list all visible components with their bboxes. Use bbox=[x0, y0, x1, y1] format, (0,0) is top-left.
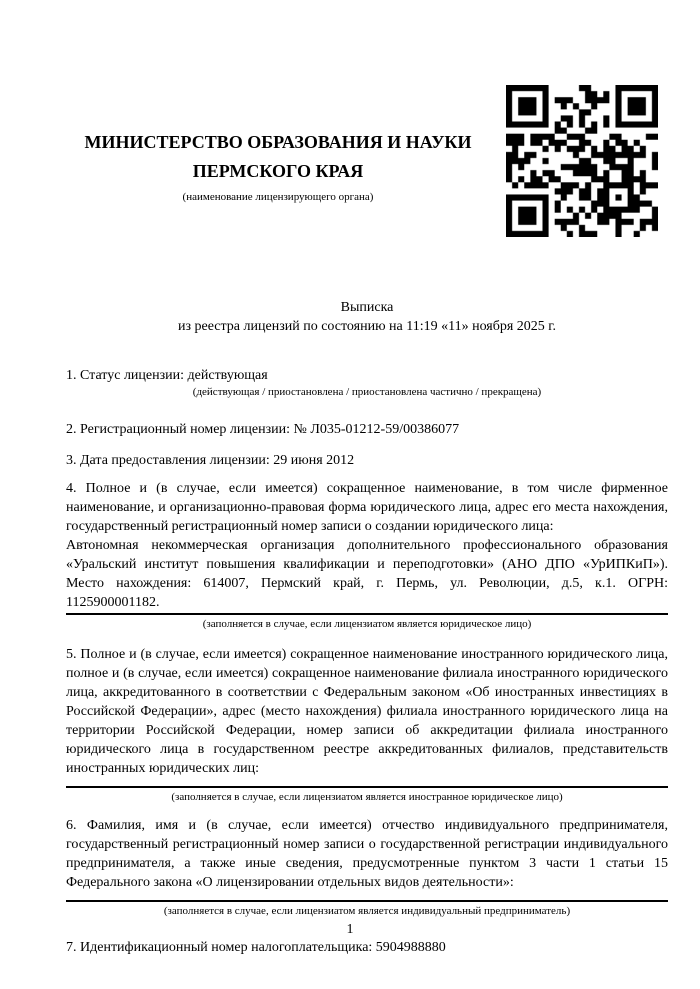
ministry-name-caption: (наименование лицензирующего органа) bbox=[182, 191, 374, 203]
item-legal-entity bbox=[66, 479, 668, 631]
legal-entity-underline bbox=[66, 613, 668, 615]
foreign-entity-label: 5. Полное и (в случае, если имеется) сокращенное наименование иностранного юридического лица, полное и (в случае, если имеется) сокращенное наименование филиала иностранного юридического лица, аккредитованного в соответствии с Федеральным законом «Об иностранных инвестициях в Российской Федерации», адрес (место нахождения) филиала иностранного юридического лица на территории Российской Федерации, номер записи об аккредитации филиала иностранного юридического лица в государственном реестре аккредитованных филиалов, представительств иностранных юридических лиц: bbox=[66, 647, 668, 776]
item-registration-number bbox=[66, 420, 668, 439]
entrepreneur-underline bbox=[66, 900, 668, 902]
item-license-status bbox=[66, 366, 668, 399]
license-status-caption: (действующая / приостановлена / приостановлена частично / прекращена) bbox=[192, 386, 542, 398]
grant-date-text: 3. Дата предоставления лицензии: 29 июня 2012 bbox=[66, 453, 355, 468]
foreign-entity-underline bbox=[66, 786, 668, 788]
page-number: 1 bbox=[346, 922, 354, 937]
document-title-line1: Выписка bbox=[340, 300, 394, 315]
ministry-name-line1: МИНИСТЕРСТВО ОБРАЗОВАНИЯ И НАУКИ bbox=[84, 132, 472, 152]
ministry-name-line2: ПЕРМСКОГО КРАЯ bbox=[192, 161, 364, 181]
item-foreign-entity bbox=[66, 645, 668, 804]
foreign-entity-caption: (заполняется в случае, если лицензиатом является иностранное юридическое лицо) bbox=[171, 791, 563, 803]
license-status-text: 1. Статус лицензии: действующая bbox=[66, 368, 268, 383]
registration-number-text: 2. Регистрационный номер лицензии: № Л035-01212-59/00386077 bbox=[66, 422, 460, 437]
legal-entity-caption: (заполняется в случае, если лицензиатом является юридическое лицо) bbox=[202, 618, 532, 630]
document-body bbox=[66, 298, 668, 957]
licensing-authority-header bbox=[66, 128, 490, 204]
entrepreneur-label: 6. Фамилия, имя и (в случае, если имеется) отчество индивидуального предпринимателя, государственный регистрационный номер записи о государственной регистрации индивидуального предпринимателя, а также иные сведения, предусмотренные пунктом 3 части 1 статьи 15 Федерального закона «О лицензировании отдельных видов деятельности»: bbox=[66, 818, 668, 890]
item-grant-date bbox=[66, 451, 668, 470]
taxpayer-id-text: 7. Идентификационный номер налогоплательщика: 5904988880 bbox=[66, 940, 446, 955]
legal-entity-label: 4. Полное и (в случае, если имеется) сокращенное наименование, в том числе фирменное наименование, и организационно-правовая форма юридического лица, адрес его места нахождения, государственный регистрационный номер записи о создании юридического лица: bbox=[66, 481, 668, 534]
qr-code-icon bbox=[506, 85, 658, 237]
legal-entity-value: Автономная некоммерческая организация дополнительного профессионального образования «Уральский институт повышения квалификации и переподготовки» (АНО ДПО «УрИПКиП»). Место нахождения: 614007, Пермский край, г. Пермь, ул. Революции, д.5, к.1. ОГРН: 1125900001182. bbox=[66, 538, 668, 610]
item-taxpayer-id bbox=[66, 938, 668, 957]
document-title bbox=[66, 298, 668, 336]
item-entrepreneur bbox=[66, 816, 668, 918]
document-title-line2: из реестра лицензий по состоянию на 11:19 «11» ноября 2025 г. bbox=[178, 319, 556, 334]
entrepreneur-caption: (заполняется в случае, если лицензиатом является индивидуальный предприниматель) bbox=[163, 905, 571, 917]
